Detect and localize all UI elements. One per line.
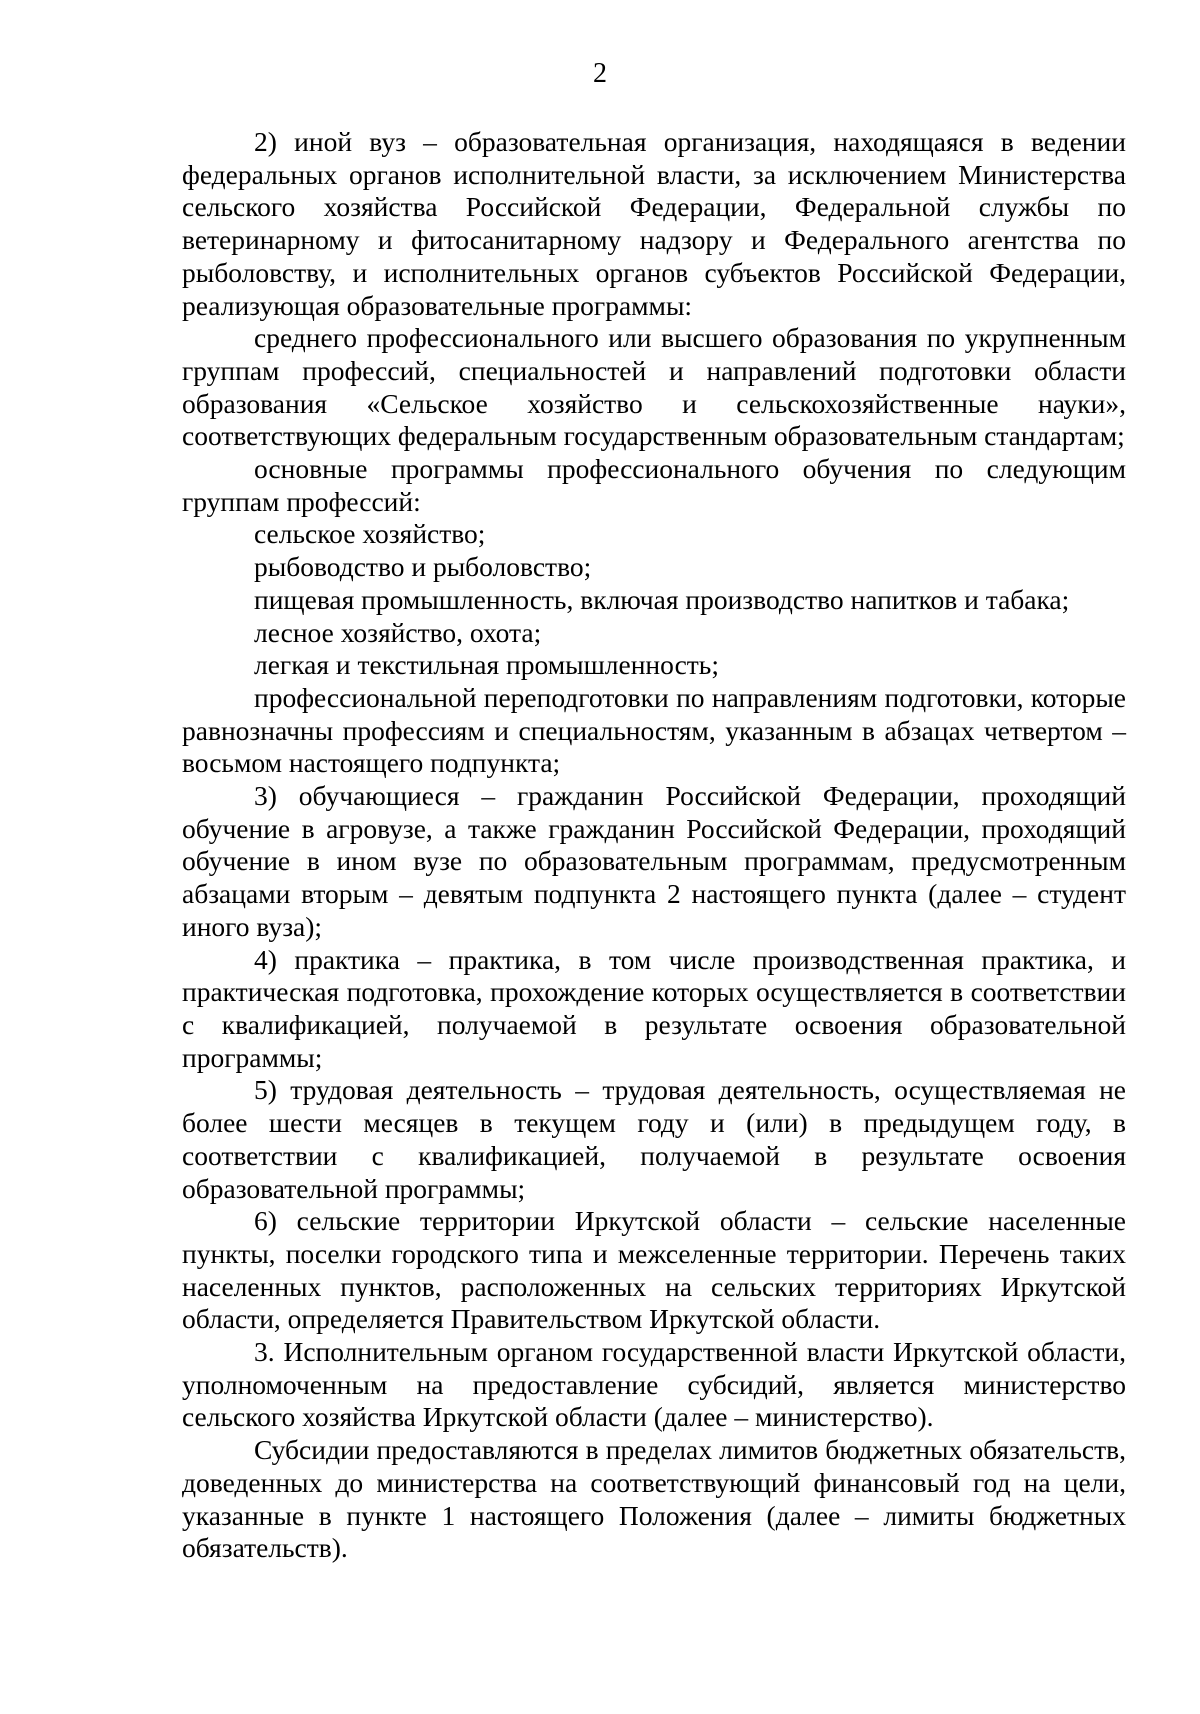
paragraph-secondary-higher-education: среднего профессионального или высшего образования по укрупненным группам профессий, специальностей и направлений подготовки области образования «Сельское хозяйство и сельскохозяйственные науки», соответствующих федеральным государственным образовательным стандартам;	[182, 322, 1126, 452]
paragraph-fish-farming: рыбоводство и рыболовство;	[254, 551, 592, 583]
paragraph-item-3-students: 3) обучающиеся – гражданин Российской Федерации, проходящий обучение в агровузе, а также гражданин Российской Федерации, проходящий обучение в ином вузе по образовательным программам, предусмотренным абзацами вторым – девятым подпункта 2 настоящего пункта (далее – студент иного вуза);	[182, 780, 1126, 942]
paragraph-item-2-other-university: 2) иной вуз – образовательная организация, находящаяся в ведении федеральных органов исполнительной власти, за исключением Министерства сельского хозяйства Российской Федерации, Федеральной службы по ветеринарному и фитосанитарному надзору и Федерального агентства по рыболовству, и исполнительных органов субъектов Российской Федерации, реализующая образовательные программы:	[182, 126, 1126, 321]
paragraph-retraining: профессиональной переподготовки по направлениям подготовки, которые равнозначны профессиям и специальностям, указанным в абзацах четвертом – восьмом настоящего подпункта;	[182, 681, 1126, 779]
paragraph-section-3-ministry: 3. Исполнительным органом государственной власти Иркутской области, уполномоченным на предоставление субсидий, является министерство сельского хозяйства Иркутской области (далее – министерство).	[182, 1336, 1126, 1433]
document-body	[182, 126, 1126, 1565]
paragraph-forestry: лесное хозяйство, охота;	[254, 616, 542, 648]
paragraph-item-5-labor: 5) трудовая деятельность – трудовая деятельность, осуществляемая не более шести месяцев в текущем году и (или) в предыдущем году, в соответствии с квалификацией, получаемой в результате освоения образовательной программы;	[182, 1074, 1126, 1204]
paragraph-item-6-rural-territories: 6) сельские территории Иркутской области – сельские населенные пункты, поселки городского типа и межселенные территории. Перечень таких населенных пунктов, расположенных на сельских территориях Иркутской области, определяется Правительством Иркутской области.	[182, 1205, 1126, 1335]
paragraph-agriculture: сельское хозяйство;	[254, 518, 486, 550]
paragraph-item-4-practice: 4) практика – практика, в том числе производственная практика, и практическая подготовка, прохождение которых осуществляется в соответствии с квалификацией, получаемой в результате освоения образовательной программы;	[182, 943, 1126, 1073]
paragraph-light-industry: легкая и текстильная промышленность;	[254, 649, 719, 681]
paragraph-vocational-training: основные программы профессионального обучения по следующим группам профессий:	[182, 453, 1126, 517]
paragraph-food-industry: пищевая промышленность, включая производство напитков и табака;	[254, 583, 1070, 615]
paragraph-subsidies-limits: Субсидии предоставляются в пределах лимитов бюджетных обязательств, доведенных до министерства на соответствующий финансовый год на цели, указанные в пункте 1 настоящего Положения (далее – лимиты бюджетных обязательств).	[182, 1434, 1126, 1564]
page-number: 2	[593, 58, 607, 89]
